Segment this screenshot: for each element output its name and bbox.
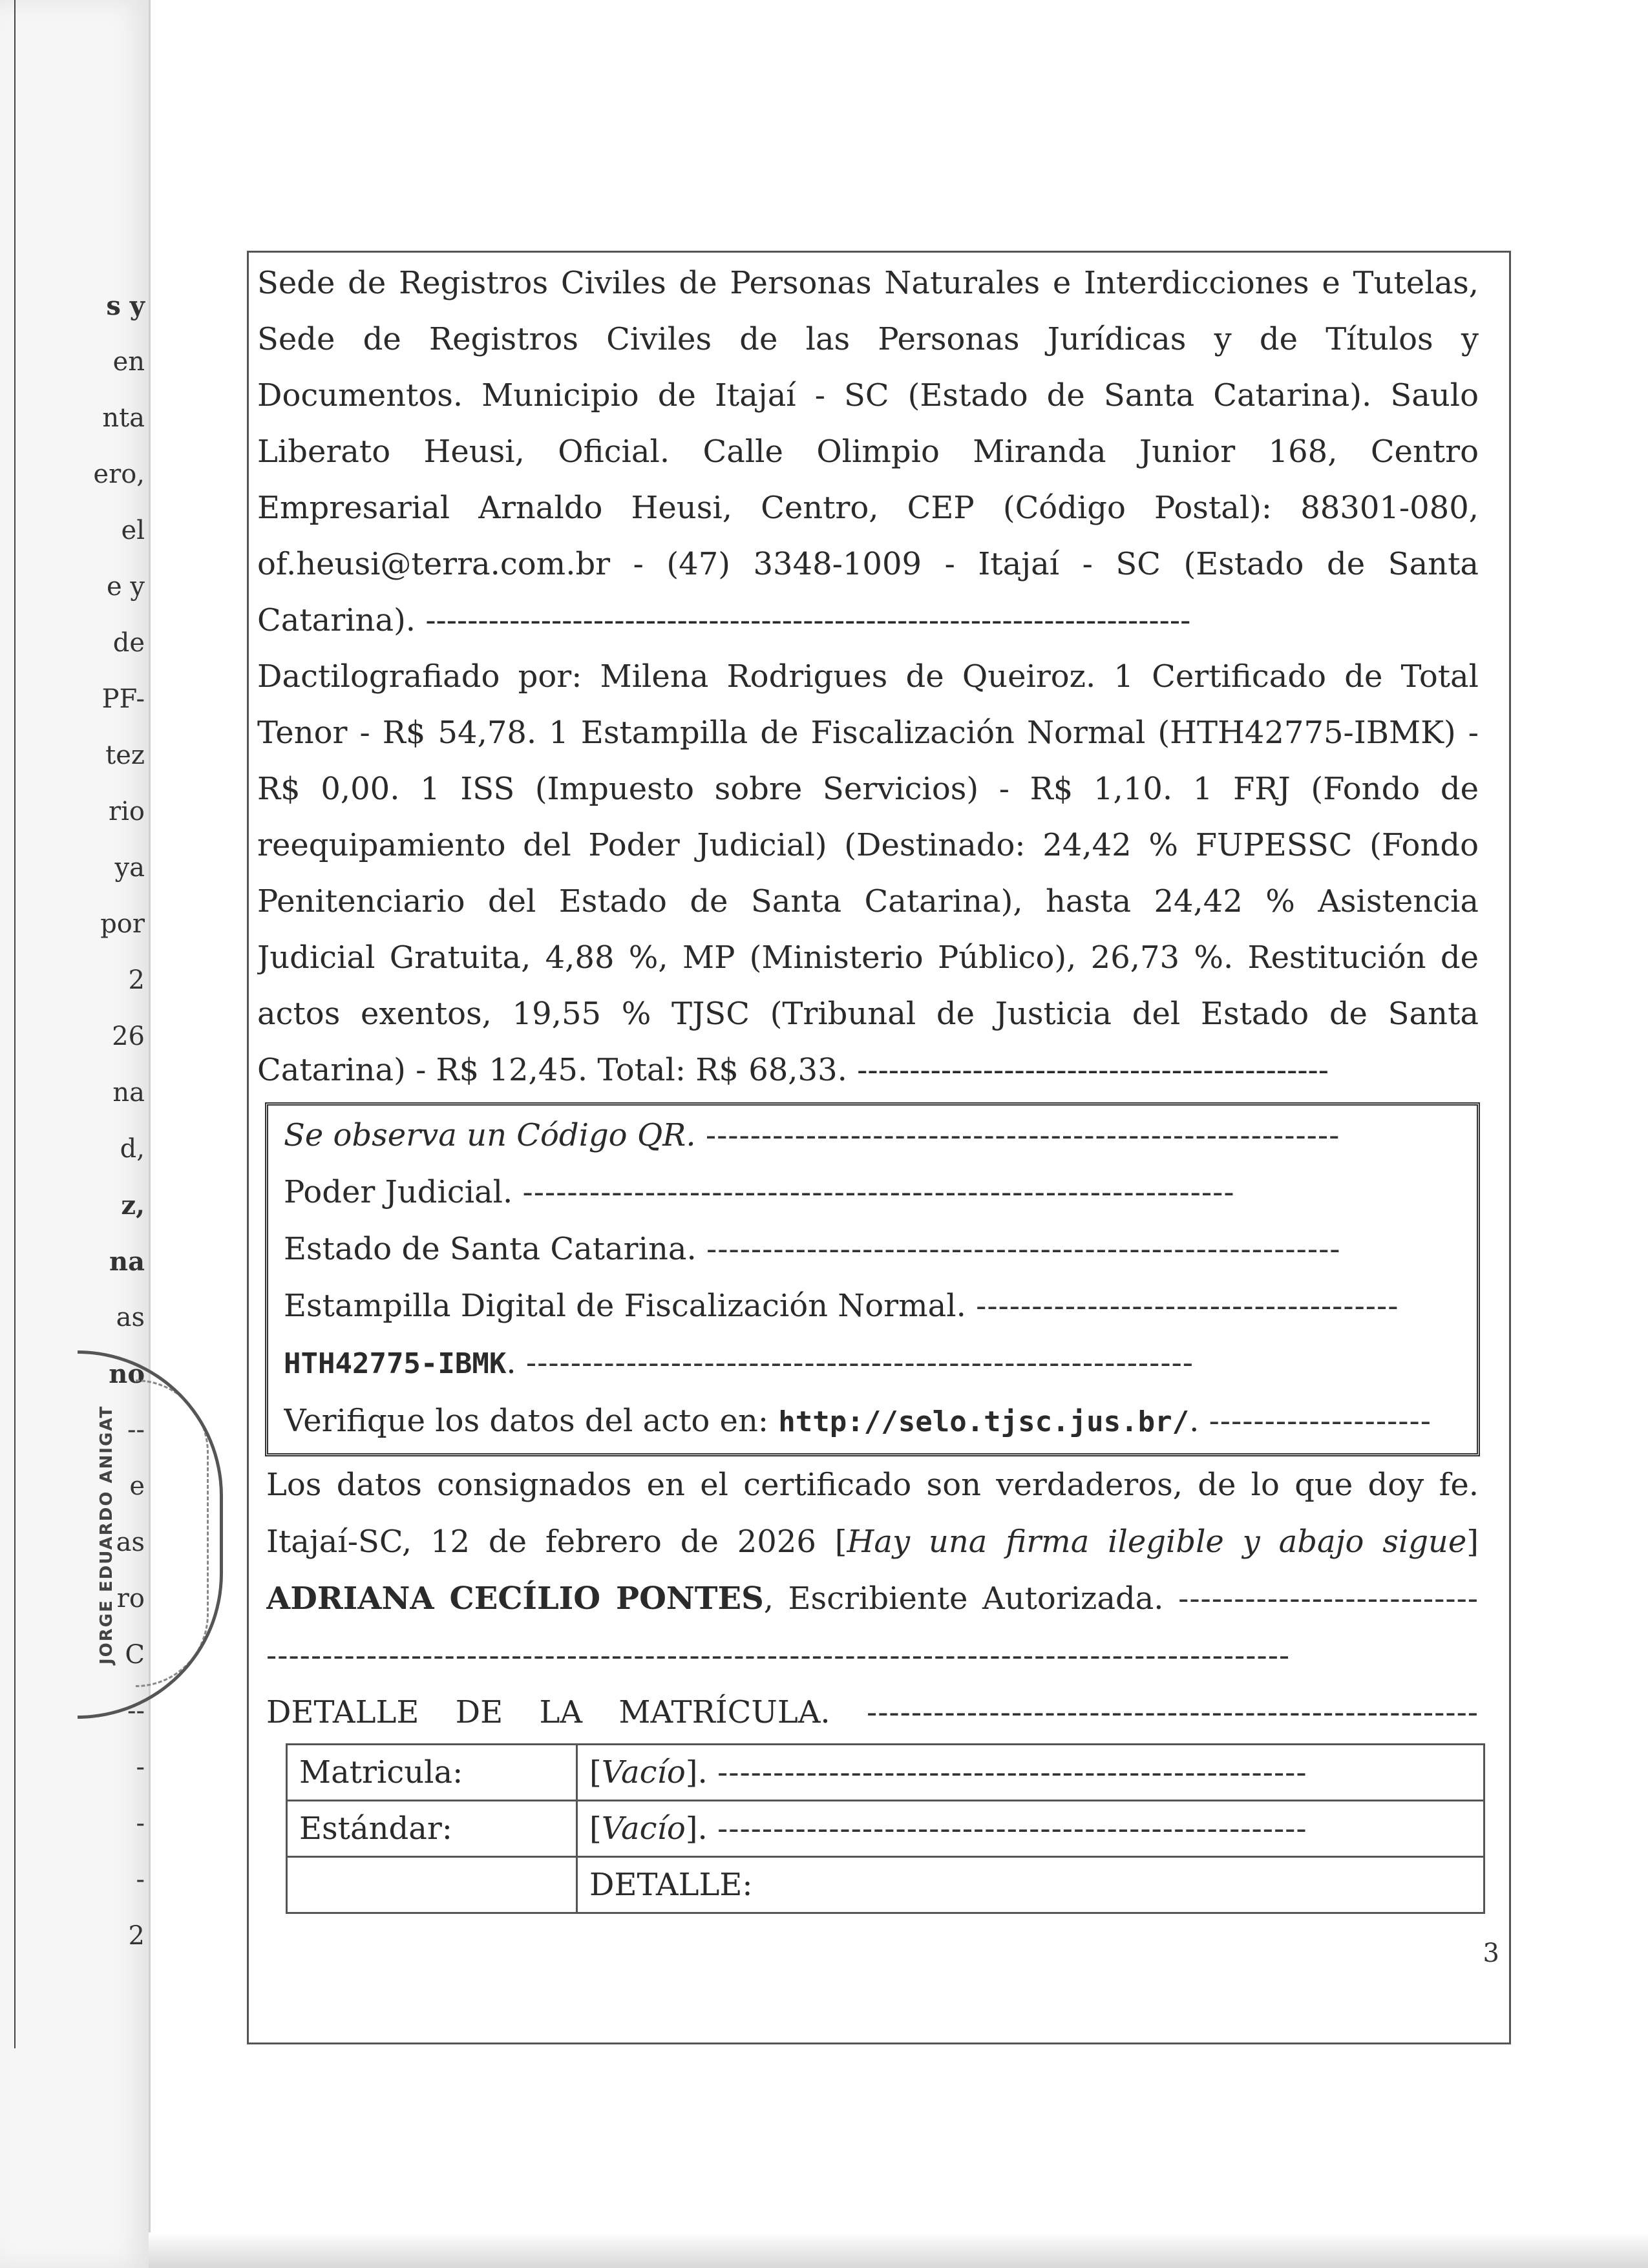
poder-row <box>284 1164 1461 1221</box>
dash-line <box>266 1627 1479 1684</box>
dash-fill: -------------------------------------------------------------------------------------------- <box>266 1637 1291 1674</box>
dash-fill: --------------------------------------------------------- <box>705 1117 1340 1153</box>
closing-line-2 <box>266 1513 1479 1570</box>
closing-statement: Los datos consignados en el certificado son verdaderos, de lo que doy fe. <box>266 1467 1479 1503</box>
qr-observation: Se observa un Código QR. <box>284 1117 696 1153</box>
previous-page-edge <box>0 0 151 2268</box>
previous-page-text <box>0 278 149 1964</box>
verify-prefix: Verifique los datos del acto en: <box>284 1403 769 1439</box>
document-content <box>257 255 1479 1914</box>
row-key: Estándar: <box>287 1801 577 1857</box>
bracket-close: ] <box>1466 1524 1479 1560</box>
fees-line: Catarina) - R$ 12,45. Total: R$ 68,33. --------------------------------------------- <box>257 1052 1329 1088</box>
header-line: Catarina). ------------------------------------------------------------------------- <box>257 602 1191 638</box>
row-key: Matricula: <box>287 1745 577 1801</box>
header-line: Documentos. Municipio de Itajaí - SC (Estado de Santa Catarina). Saulo <box>257 377 1479 414</box>
dash-fill: ----------------------------------------------------- <box>717 1811 1307 1847</box>
prev-fragment: por <box>100 909 145 939</box>
prev-fragment: e y <box>107 572 145 602</box>
prev-fragment: ya <box>114 853 145 883</box>
qr-seal-box <box>265 1102 1480 1456</box>
table-row <box>287 1745 1484 1801</box>
dash-fill: ------------------------------------------------------- <box>866 1694 1479 1730</box>
row-key-empty <box>287 1857 577 1913</box>
detail-title-line <box>266 1684 1479 1741</box>
row-value <box>577 1801 1484 1857</box>
detail-label: DETALLE: <box>577 1857 1484 1913</box>
stamp-inner-ring <box>136 1380 209 1687</box>
prev-fragment: -- <box>127 1696 145 1726</box>
prev-fragment: - <box>136 1865 145 1895</box>
estampilla-row <box>284 1277 1461 1334</box>
fees-line: reequipamiento del Poder Judicial) (Destinado: 24,42 % FUPESSC (Fondo <box>257 827 1479 863</box>
bracket-open: [ <box>589 1754 602 1790</box>
prev-fragment: -- <box>127 1415 145 1445</box>
prev-fragment: rio <box>109 797 145 826</box>
registration-table <box>286 1743 1485 1914</box>
prev-fragment: na <box>109 1246 145 1277</box>
table-row <box>287 1801 1484 1857</box>
header-line: Empresarial Arnaldo Heusi, Centro, CEP (Código Postal): 88301-080, <box>257 490 1479 526</box>
fees-line: Dactilografiado por: Milena Rodrigues de Queiroz. 1 Certificado de Total <box>257 658 1479 695</box>
estado-santa-catarina: Estado de Santa Catarina. <box>284 1231 697 1267</box>
prev-fragment: e <box>129 1471 145 1501</box>
closing-line-1 <box>266 1456 1479 1513</box>
dash-fill: -------------------------------------- <box>976 1288 1399 1324</box>
dash-fill: -------------------- <box>1209 1403 1431 1439</box>
registry-header <box>257 255 1479 649</box>
header-line: of.heusi@terra.com.br - (47) 3348-1009 - Itajaí - SC (Estado de Santa <box>257 546 1479 582</box>
prev-fragment: 2 <box>128 1921 145 1951</box>
seal-code: HTH42775-IBMK <box>284 1347 507 1380</box>
dash-fill: ----------------------------------------------------- <box>717 1754 1307 1790</box>
estampilla-digital: Estampilla Digital de Fiscalización Normal. <box>284 1288 966 1324</box>
value-italic: Vacío <box>601 1754 686 1790</box>
prev-fragment: as <box>116 1528 145 1557</box>
prev-fragment: 26 <box>112 1022 145 1051</box>
closing-block <box>266 1456 1479 1741</box>
header-line: Sede de Registros Civiles de Personas Naturales e Interdicciones e Tutelas, <box>257 265 1479 301</box>
prev-fragment: de <box>112 628 145 658</box>
prev-fragment: s y <box>106 291 145 321</box>
fees-line: Penitenciario del Estado de Santa Catarina), hasta 24,42 % Asistencia <box>257 883 1479 919</box>
code-row: HTH42775-IBMK. ------------------------------------------------------------ <box>284 1345 1194 1381</box>
verify-row: Verifique los datos del acto en: http://selo.tjsc.jus.br/. -------------------- <box>284 1403 1431 1439</box>
prev-fragment: d, <box>120 1134 145 1164</box>
prev-fragment: ero, <box>93 459 145 489</box>
bracket-close: ]. <box>685 1811 708 1847</box>
header-line: Liberato Heusi, Oficial. Calle Olimpio Miranda Junior 168, Centro <box>257 434 1479 470</box>
prev-fragment: z, <box>121 1190 145 1221</box>
prev-fragment: PF- <box>101 684 145 714</box>
estado-row <box>284 1221 1461 1277</box>
bracket-close: ]. <box>685 1754 708 1790</box>
signer-line <box>266 1570 1479 1627</box>
signature-note: Hay una firma ilegible y abajo sigue <box>847 1524 1467 1560</box>
prev-fragment: el <box>121 516 145 545</box>
prev-fragment: - <box>136 1809 145 1838</box>
detail-title: DETALLE DE LA MATRÍCULA. <box>266 1694 830 1730</box>
dash-fill: --------------------------- <box>1178 1580 1479 1617</box>
fees-line: Judicial Gratuita, 4,88 %, MP (Ministerio Público), 26,73 %. Restitución de <box>257 940 1479 976</box>
fees-line: R$ 0,00. 1 ISS (Impuesto sobre Servicios) - R$ 1,10. 1 FRJ (Fondo de <box>257 771 1479 807</box>
bottom-page-edge <box>149 2232 1648 2268</box>
bracket-open: [ <box>589 1811 602 1847</box>
prev-fragment: en <box>112 347 145 377</box>
official-stamp <box>78 1350 223 1719</box>
stamp-text: JORGE EDUARDO ANIGAT <box>97 1405 116 1664</box>
dash-fill: --------------------------------------------------------- <box>706 1231 1341 1267</box>
prev-fragment: tez <box>105 740 145 770</box>
value-italic: Vacío <box>601 1811 686 1847</box>
closing-place-date: Itajaí-SC, 12 de febrero de 2026 [ <box>266 1524 847 1560</box>
fees-paragraph <box>257 649 1479 1098</box>
fees-line: actos exentos, 19,55 % TJSC (Tribunal de Justicia del Estado de Santa <box>257 996 1479 1032</box>
prev-fragment: as <box>116 1303 145 1332</box>
verify-url[interactable]: http://selo.tjsc.jus.br/ <box>778 1405 1190 1438</box>
table-row <box>287 1857 1484 1913</box>
row-value <box>577 1745 1484 1801</box>
prev-fragment: C <box>125 1640 145 1670</box>
dash-fill: ---------------------------------------------------------------- <box>522 1174 1235 1210</box>
header-line: Sede de Registros Civiles de las Personas Jurídicas y de Títulos y <box>257 321 1479 357</box>
prev-fragment: - <box>136 1752 145 1782</box>
dash-fill: ------------------------------------------------------------ <box>525 1345 1194 1381</box>
signer-role: , Escribiente Autorizada. <box>763 1580 1164 1617</box>
prev-fragment: na <box>112 1078 145 1108</box>
prev-fragment: nta <box>102 403 145 433</box>
page-number: 3 <box>1483 1938 1499 1968</box>
poder-judicial: Poder Judicial. <box>284 1174 513 1210</box>
prev-fragment: 2 <box>128 965 145 995</box>
prev-fragment: ro <box>116 1584 145 1613</box>
fees-line: Tenor - R$ 54,78. 1 Estampilla de Fiscalización Normal (HTH42775-IBMK) - <box>257 715 1479 751</box>
qr-observation-row <box>284 1107 1461 1164</box>
prev-fragment: no <box>109 1359 145 1389</box>
signer-name: ADRIANA CECÍLIO PONTES <box>266 1580 764 1617</box>
